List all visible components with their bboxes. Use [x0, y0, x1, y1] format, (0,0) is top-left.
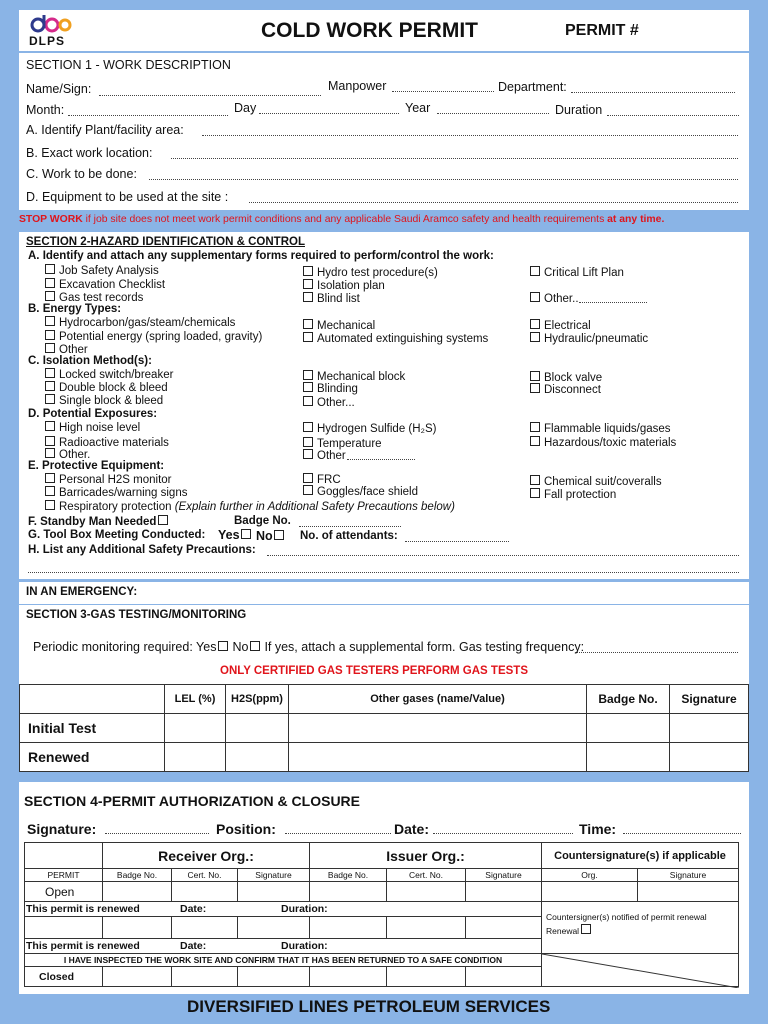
year-field[interactable] — [437, 113, 549, 114]
initial-lel-cell[interactable] — [165, 714, 226, 743]
attendants-field[interactable] — [405, 541, 509, 542]
col-badge-no: Badge No. — [587, 685, 670, 714]
receiver-cert-header: Cert. No. — [172, 869, 238, 882]
receiver-signature-header: Signature — [238, 869, 310, 882]
day-label: Day — [234, 101, 257, 115]
closed-issuer-signature[interactable] — [466, 967, 542, 987]
open-receiver-signature[interactable] — [238, 882, 310, 902]
badge-no-label: Badge No. — [234, 515, 291, 527]
table-row — [20, 714, 749, 743]
periodic-monitoring-line[interactable]: Periodic monitoring required: Yes No If yes, attach a supplemental form. Gas testing frequency: — [33, 640, 585, 654]
renewed-signature-cell[interactable] — [670, 743, 749, 772]
year-label: Year — [405, 101, 431, 115]
certified-gas-testers-notice: ONLY CERTIFIED GAS TESTERS PERFORM GAS TESTS — [220, 665, 528, 677]
checkbox-blinding[interactable]: Blinding — [303, 382, 358, 395]
additional-precautions-label: H. List any Additional Safety Precautions: — [28, 544, 256, 556]
checkbox-block-valve[interactable]: Block valve — [530, 371, 602, 384]
receiver-org-header: Receiver Org.: — [103, 843, 310, 869]
renewed-h2s-cell[interactable] — [226, 743, 289, 772]
renewed-label-2: This permit is renewed — [26, 940, 140, 952]
auth-position-field[interactable] — [285, 833, 391, 834]
checkbox-temperature[interactable]: Temperature — [303, 437, 382, 450]
checkbox-frc[interactable]: FRC — [303, 473, 341, 486]
renewed-date-label-1: Date: — [180, 903, 207, 915]
initial-h2s-cell[interactable] — [226, 714, 289, 743]
countersignature-header: Countersignature(s) if applicable — [542, 843, 739, 869]
renew1-receiver-badge[interactable] — [103, 917, 172, 939]
forms-other-field[interactable] — [579, 302, 647, 303]
open-receiver-cert[interactable] — [172, 882, 238, 902]
open-receiver-badge[interactable] — [103, 882, 172, 902]
duration-field[interactable] — [607, 115, 739, 116]
issuer-org-header: Issuer Org.: — [310, 843, 542, 869]
open-issuer-signature[interactable] — [466, 882, 542, 902]
checkbox-electrical[interactable]: Electrical — [530, 319, 591, 332]
checkbox-hazardous-toxic[interactable]: Hazardous/toxic materials — [530, 436, 676, 449]
stop-work-banner: STOP WORK if job site does not meet work permit conditions and any applicable Saudi Aramco safety and health requirements at any time. — [19, 214, 665, 225]
energy-types-heading: B. Energy Types: — [28, 303, 122, 315]
checkbox-isolation-other[interactable]: Other... — [303, 396, 355, 409]
supplementary-forms-heading: A. Identify and attach any supplementary forms required to perform/control the work: — [28, 250, 494, 262]
row-renewed: Renewed — [20, 743, 165, 772]
checkbox-barricades[interactable]: Barricades/warning signs — [45, 486, 187, 499]
checkbox-automated-extinguishing[interactable]: Automated extinguishing systems — [303, 332, 488, 345]
emergency-panel — [19, 582, 749, 604]
standby-man-label[interactable]: F. Standby Man Needed — [28, 515, 172, 528]
checkbox-single-block[interactable]: Single block & bleed — [45, 394, 163, 407]
additional-precautions-field-2[interactable] — [28, 572, 739, 573]
initial-badge-cell[interactable] — [587, 714, 670, 743]
checkbox-forms-other[interactable]: Other.. — [530, 292, 579, 305]
checkbox-hydraulic[interactable]: Hydraulic/pneumatic — [530, 332, 648, 345]
auth-time-field[interactable] — [623, 833, 741, 834]
potential-exposures-heading: D. Potential Exposures: — [28, 408, 158, 420]
checkbox-exposure-other[interactable]: Other. — [45, 448, 90, 461]
row-initial-test: Initial Test — [20, 714, 165, 743]
manpower-label: Manpower — [328, 79, 387, 93]
auth-signature-label: Signature: — [27, 821, 97, 837]
checkbox-locked-switch[interactable]: Locked switch/breaker — [45, 368, 173, 381]
dlps-logo-icon — [29, 12, 73, 34]
renew1-issuer-badge[interactable] — [310, 917, 387, 939]
col-lel: LEL (%) — [165, 685, 226, 714]
renewed-duration-label-2: Duration: — [281, 940, 328, 952]
checkbox-excavation-checklist[interactable]: Excavation Checklist — [45, 278, 165, 291]
issuer-badge-header: Badge No. — [310, 869, 387, 882]
inspected-statement: I HAVE INSPECTED THE WORK SITE AND CONFIRM THAT IT HAS BEEN RETURNED TO A SAFE CONDITION — [25, 954, 542, 967]
initial-other-cell[interactable] — [289, 714, 587, 743]
renew1-issuer-cert[interactable] — [387, 917, 466, 939]
page-title: COLD WORK PERMIT — [261, 19, 478, 42]
auth-position-label: Position: — [216, 821, 276, 837]
exposure-other-field[interactable] — [347, 459, 415, 460]
protective-equipment-heading: E. Protective Equipment: — [28, 460, 165, 472]
checkbox-double-block[interactable]: Double block & bleed — [45, 381, 168, 394]
table-row — [20, 743, 749, 772]
section4-title: SECTION 4-PERMIT AUTHORIZATION & CLOSURE — [24, 793, 360, 809]
diagonal-line-icon — [542, 954, 739, 988]
renewal-checkbox[interactable]: Renewal — [546, 924, 595, 936]
open-counter-org[interactable] — [542, 882, 638, 902]
counter-org-header: Org. — [542, 869, 638, 882]
auth-signature-field[interactable] — [105, 833, 209, 834]
section2-panel — [19, 232, 749, 579]
footer-company-name: DIVERSIFIED LINES PETROLEUM SERVICES — [187, 997, 551, 1016]
checkbox-hydro-test[interactable]: Hydro test procedure(s) — [303, 266, 438, 279]
countersigner-notified-label: Countersigner(s) notified of permit renewal — [546, 912, 707, 922]
checkbox-high-noise[interactable]: High noise level — [45, 421, 140, 434]
isolation-methods-heading: C. Isolation Method(s): — [28, 355, 152, 367]
badge-no-field[interactable] — [299, 526, 401, 527]
open-issuer-cert[interactable] — [387, 882, 466, 902]
auth-time-label: Time: — [579, 821, 617, 837]
name-sign-field[interactable] — [99, 95, 321, 96]
header-panel — [19, 10, 749, 51]
manpower-field[interactable] — [392, 91, 494, 92]
attendants-label: No. of attendants: — [300, 530, 398, 542]
open-row-label: Open — [25, 882, 103, 902]
renewal-notification-box — [542, 902, 739, 954]
checkbox-potential-energy[interactable]: Potential energy (spring loaded, gravity) — [45, 330, 262, 343]
checkbox-blind-list[interactable]: Blind list — [303, 292, 360, 305]
work-to-be-done-field[interactable] — [149, 179, 738, 180]
closed-receiver-signature[interactable] — [238, 967, 310, 987]
checkbox-mechanical[interactable]: Mechanical — [303, 319, 375, 332]
toolbox-meeting-label: G. Tool Box Meeting Conducted: — [28, 529, 206, 541]
work-location-field[interactable] — [171, 158, 738, 159]
checkbox-job-safety-analysis[interactable]: Job Safety Analysis — [45, 264, 159, 277]
col-signature: Signature — [670, 685, 749, 714]
gas-testing-frequency-field[interactable] — [575, 652, 738, 653]
renewed-label-1: This permit is renewed — [26, 903, 140, 915]
renew1-receiver-signature[interactable] — [238, 917, 310, 939]
checkbox-goggles[interactable]: Goggles/face shield — [303, 485, 418, 498]
closed-issuer-cert[interactable] — [387, 967, 466, 987]
department-field[interactable] — [571, 92, 735, 93]
checkbox-chemical-suit[interactable]: Chemical suit/coveralls — [530, 475, 662, 488]
section1-title: SECTION 1 - WORK DESCRIPTION — [26, 58, 231, 72]
authorization-table — [24, 842, 739, 987]
renewed-lel-cell[interactable] — [165, 743, 226, 772]
name-sign-label: Name/Sign: — [26, 82, 92, 96]
gas-test-table — [19, 684, 749, 772]
renewed-duration-label-1: Duration: — [281, 903, 328, 915]
receiver-badge-header: Badge No. — [103, 869, 172, 882]
checkbox-mechanical-block[interactable]: Mechanical block — [303, 370, 405, 383]
emergency-label: IN AN EMERGENCY: — [26, 586, 138, 598]
counter-signature-header: Signature — [638, 869, 739, 882]
checkbox-h2s-monitor[interactable]: Personal H2S monitor — [45, 473, 172, 486]
equipment-label: D. Equipment to be used at the site : — [26, 190, 229, 204]
renewed-date-label-2: Date: — [180, 940, 207, 952]
duration-label: Duration — [555, 103, 603, 117]
day-field[interactable] — [259, 113, 399, 114]
col-other-gases: Other gases (name/Value) — [289, 685, 587, 714]
checkbox-critical-lift-plan[interactable]: Critical Lift Plan — [530, 266, 624, 279]
checkbox-disconnect[interactable]: Disconnect — [530, 383, 601, 396]
checkbox-respiratory[interactable]: Respiratory protection (Explain further in Additional Safety Precautions below) — [45, 500, 455, 513]
closed-issuer-badge[interactable] — [310, 967, 387, 987]
issuer-cert-header: Cert. No. — [387, 869, 466, 882]
closure-diagonal-cell — [542, 954, 739, 987]
plant-area-field[interactable] — [202, 135, 738, 136]
equipment-field[interactable] — [249, 202, 738, 203]
issuer-signature-header: Signature — [466, 869, 542, 882]
closed-row-label: Closed — [25, 967, 103, 987]
checkbox-isolation-plan[interactable]: Isolation plan — [303, 279, 385, 292]
renewed-badge-cell[interactable] — [587, 743, 670, 772]
section3-title: SECTION 3-GAS TESTING/MONITORING — [26, 609, 247, 621]
checkbox-exposure-other-2[interactable]: Other — [303, 449, 346, 462]
department-label: Department: — [498, 80, 567, 94]
col-h2s: H2S(ppm) — [226, 685, 289, 714]
renewed-other-cell[interactable] — [289, 743, 587, 772]
checkbox-radioactive[interactable]: Radioactive materials — [45, 436, 169, 449]
auth-date-field[interactable] — [433, 833, 573, 834]
checkbox-flammable[interactable]: Flammable liquids/gases — [530, 422, 671, 435]
toolbox-yes-checkbox[interactable]: Yes — [218, 528, 255, 542]
section3-panel — [19, 605, 749, 772]
month-field[interactable] — [68, 115, 228, 116]
section2-title: SECTION 2-HAZARD IDENTIFICATION & CONTROL — [26, 236, 305, 248]
month-label: Month: — [26, 103, 65, 117]
renew1-issuer-signature[interactable] — [466, 917, 542, 939]
renew1-receiver-cert[interactable] — [172, 917, 238, 939]
checkbox-gas-test-records[interactable]: Gas test records — [45, 291, 143, 304]
closed-receiver-cert[interactable] — [172, 967, 238, 987]
auth-date-label: Date: — [394, 821, 430, 837]
initial-signature-cell[interactable] — [670, 714, 749, 743]
plant-area-label: A. Identify Plant/facility area: — [26, 123, 184, 137]
permit-number-label: PERMIT # — [565, 22, 639, 39]
checkbox-h2s[interactable]: Hydrogen Sulfide (H₂S) — [303, 422, 437, 435]
permit-col-header: PERMIT — [25, 869, 103, 882]
section4-panel — [19, 782, 749, 994]
work-location-label: B. Exact work location: — [26, 146, 153, 160]
toolbox-no-checkbox[interactable]: No — [256, 529, 288, 543]
work-to-be-done-label: C. Work to be done: — [26, 167, 137, 181]
open-counter-signature[interactable] — [638, 882, 739, 902]
additional-precautions-field[interactable] — [267, 555, 739, 556]
renew1-permit[interactable] — [25, 917, 103, 939]
table-row — [25, 882, 739, 902]
checkbox-energy-other[interactable]: Other — [45, 343, 88, 356]
open-issuer-badge[interactable] — [310, 882, 387, 902]
logo-text: DLPS — [29, 34, 66, 48]
checkbox-fall-protection[interactable]: Fall protection — [530, 488, 616, 501]
checkbox-hydrocarbon[interactable]: Hydrocarbon/gas/steam/chemicals — [45, 316, 235, 329]
closed-receiver-badge[interactable] — [103, 967, 172, 987]
section1-panel — [19, 53, 749, 210]
